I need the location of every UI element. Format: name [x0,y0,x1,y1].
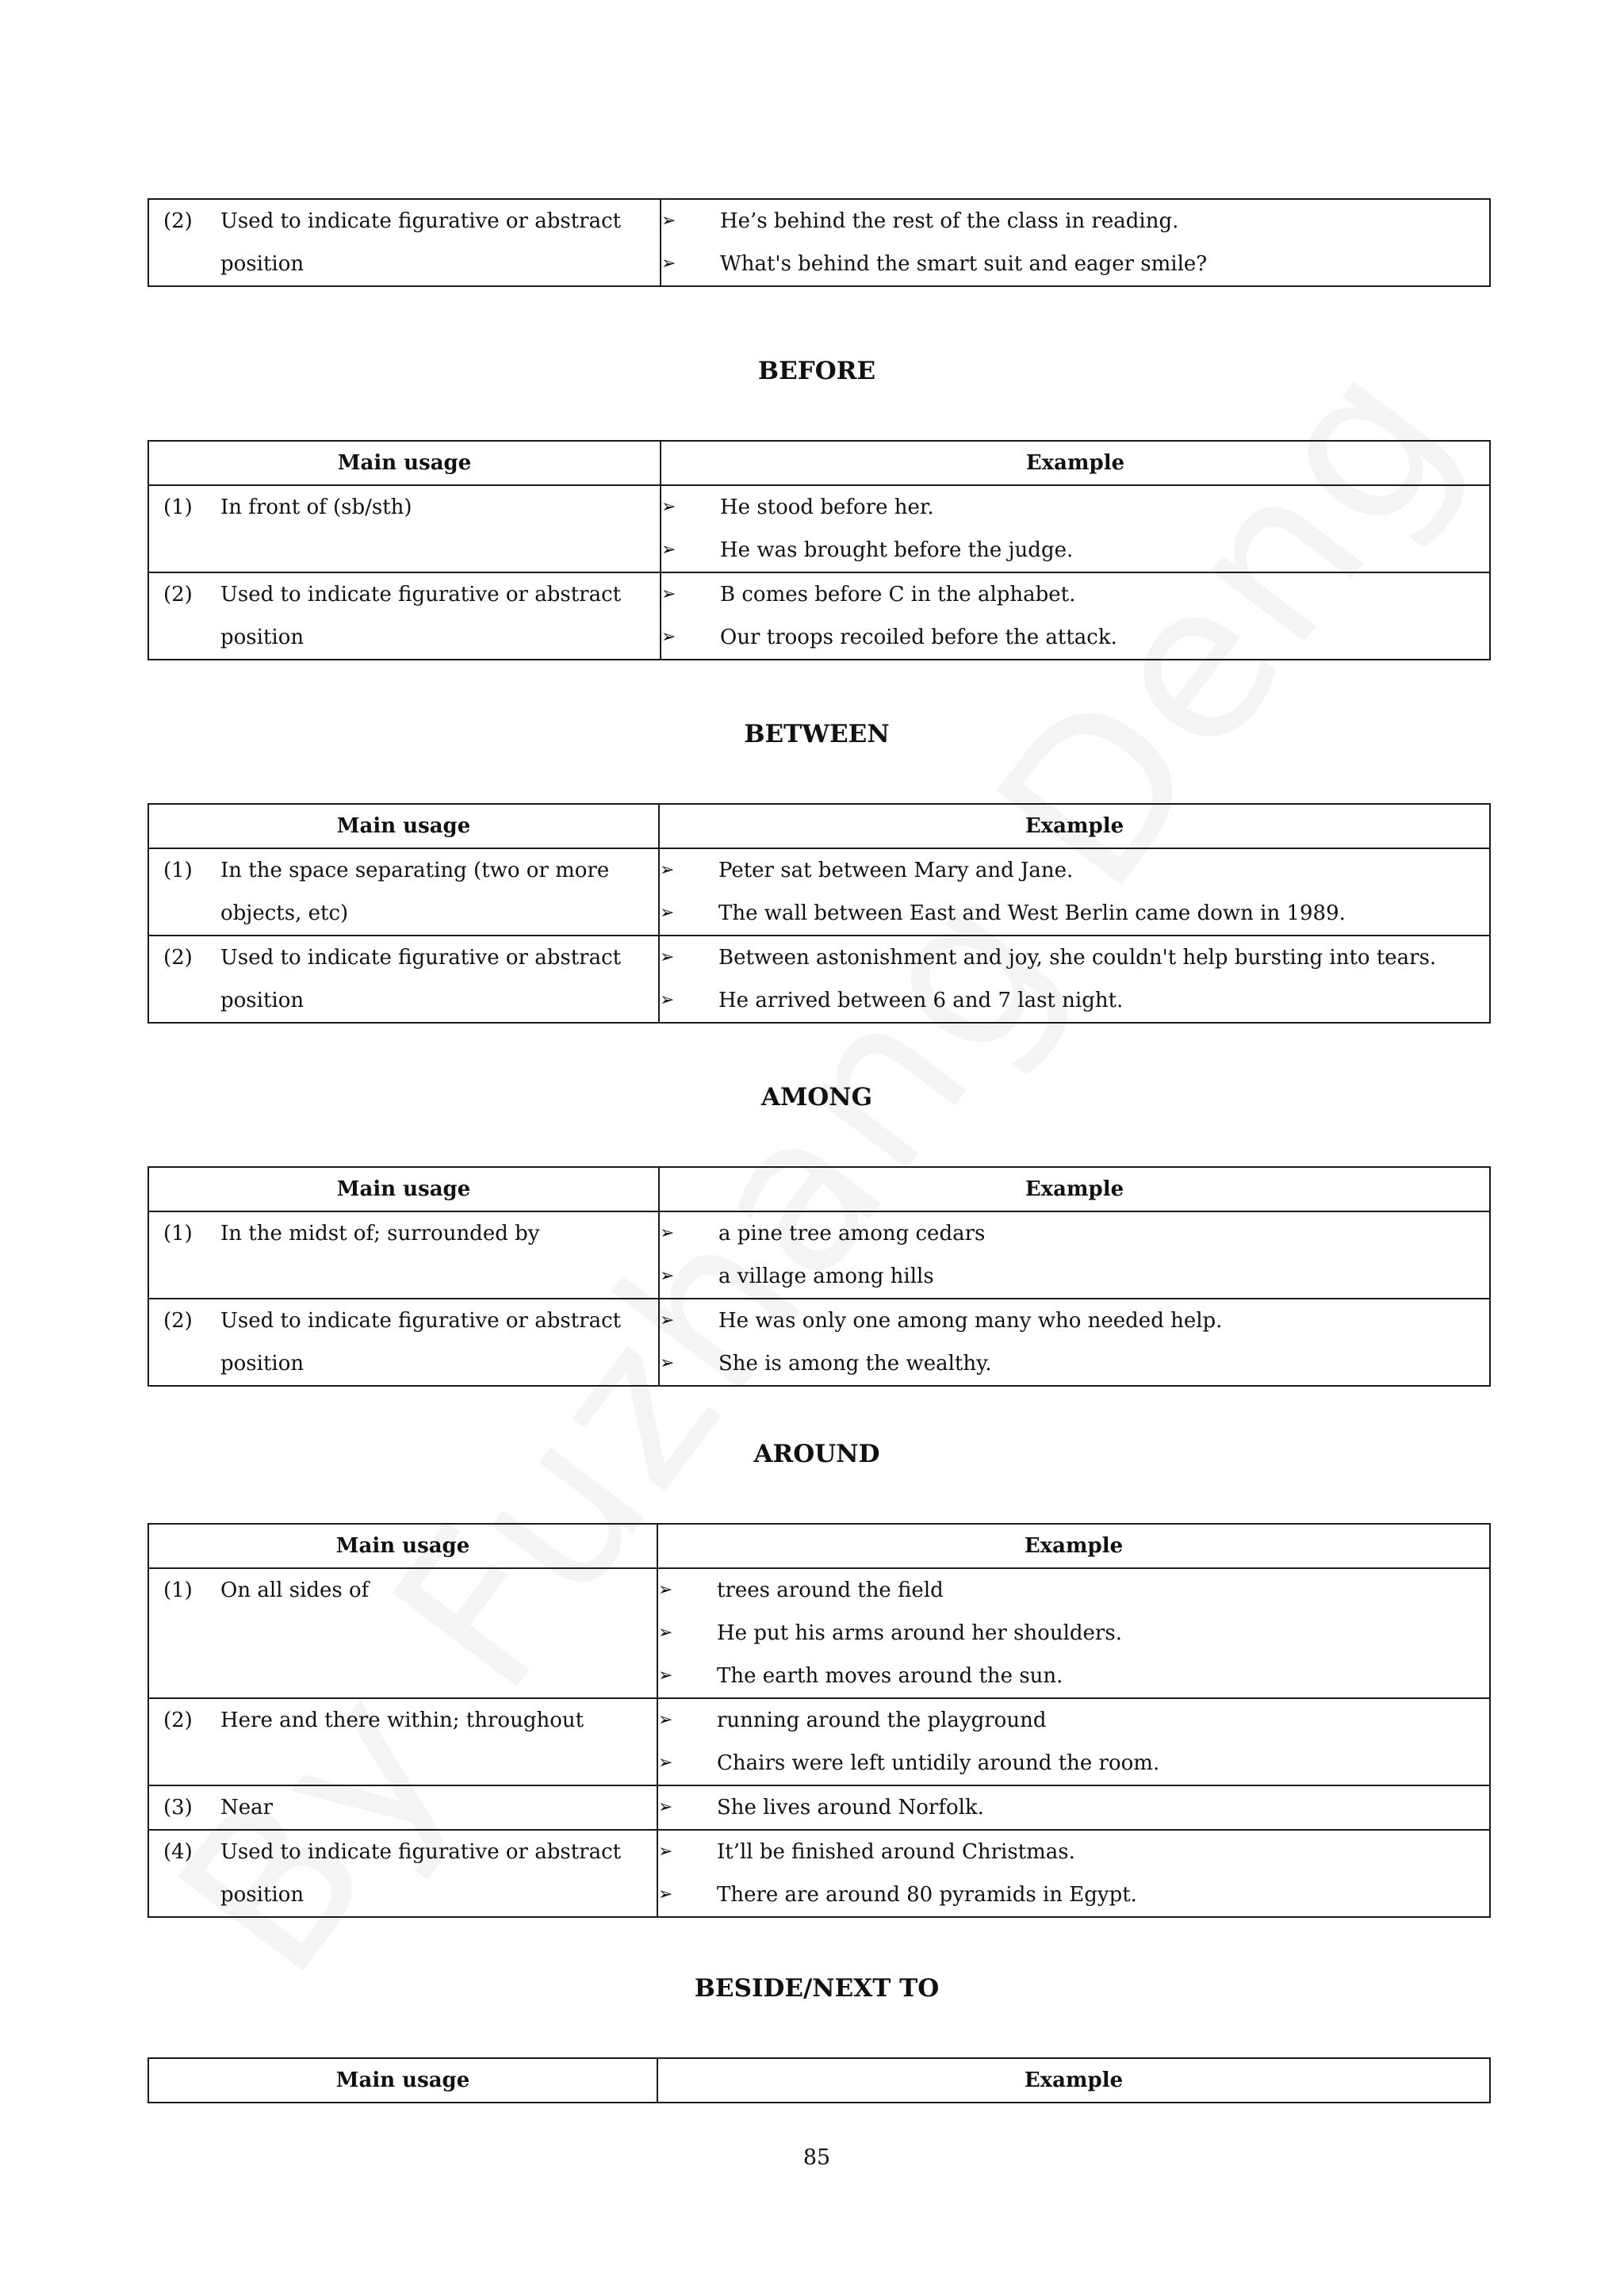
usage-text: Used to indicate figurative or abstract position [220,209,622,276]
arrow-bullet-icon: ➢ [661,627,676,647]
example-item [658,1699,1489,1742]
example-text: What's behind the smart suit and eager smile? [720,252,1208,276]
example-item [660,1342,1489,1385]
arrow-bullet-icon: ➢ [658,1623,673,1643]
table-row [148,1211,1490,1299]
example-text: Our troops recoiled before the attack. [720,626,1117,649]
table-row [148,1785,1490,1830]
usage-number: (1) [163,496,193,519]
arrow-bullet-icon: ➢ [658,1753,673,1773]
example-cell [659,1211,1490,1299]
table-header-row [148,1167,1490,1211]
usage-table [147,803,1491,1024]
arrow-bullet-icon: ➢ [660,1266,675,1286]
example-text: The earth moves around the sun. [717,1664,1063,1688]
arrow-bullet-icon: ➢ [660,1353,675,1373]
example-text: a pine tree among cedars [718,1222,986,1246]
usage-table [147,1166,1491,1387]
usage-number: (1) [163,859,193,882]
example-item [661,200,1489,243]
section-heading: BESIDE/NEXT TO [694,1974,940,2003]
usage-table [147,2057,1491,2103]
usage-cell [148,572,661,660]
table-header-row [148,2058,1490,2103]
example-text: B comes before C in the alphabet. [720,583,1076,607]
example-cell [657,1698,1490,1785]
arrow-bullet-icon: ➢ [658,1710,673,1730]
example-item [660,979,1489,1022]
example-item [658,1655,1489,1697]
table-row [148,1698,1490,1785]
usage-text: In the space separating (two or more objects, etc) [220,859,610,925]
example-text: She is among the wealthy. [718,1352,992,1376]
usage-text: Used to indicate figurative or abstract position [220,1309,622,1376]
section-heading: BETWEEN [744,720,890,748]
arrow-bullet-icon: ➢ [660,947,675,967]
table-row [148,572,1490,660]
usage-number: (2) [163,583,193,607]
section-heading: AROUND [753,1440,880,1468]
example-item [660,936,1489,979]
example-item [660,1255,1489,1298]
example-text: running around the playground [717,1709,1047,1732]
example-item [661,529,1489,572]
arrow-bullet-icon: ➢ [661,254,676,274]
example-text: He’s behind the rest of the class in reading. [720,209,1179,233]
arrow-bullet-icon: ➢ [658,1885,673,1904]
example-item [658,1873,1489,1916]
usage-table [147,440,1491,660]
example-cell [661,199,1490,286]
example-cell [659,848,1490,936]
table-row [148,199,1490,286]
example-cell [657,1568,1490,1698]
example-text: Between astonishment and joy, she couldn't help bursting into tears. [718,946,1437,970]
usage-cell [148,1830,657,1917]
example-item [658,1742,1489,1785]
usage-text: Used to indicate figurative or abstract position [220,1840,622,1907]
table-row [148,848,1490,936]
arrow-bullet-icon: ➢ [658,1580,673,1600]
usage-number: (2) [163,1709,193,1732]
usage-text: Used to indicate figurative or abstract position [220,946,622,1012]
example-header: Example [659,1167,1490,1211]
example-text: Chairs were left untidily around the room. [717,1751,1160,1775]
table-row [148,1830,1490,1917]
arrow-bullet-icon: ➢ [660,860,675,880]
table-header-row [148,804,1490,848]
example-item [661,573,1489,616]
arrow-bullet-icon: ➢ [658,1797,673,1817]
arrow-bullet-icon: ➢ [658,1842,673,1862]
usage-number: (1) [163,1578,193,1602]
section-heading: BEFORE [757,357,876,385]
example-item [661,486,1489,529]
usage-number: (2) [163,209,193,233]
example-header: Example [657,2058,1490,2103]
example-text: He was only one among many who needed help. [718,1309,1223,1333]
usage-cell [148,1785,657,1830]
example-text: He was brought before the judge. [720,538,1074,562]
example-cell [659,1299,1490,1386]
example-text: He put his arms around her shoulders. [717,1621,1122,1645]
section-heading: AMONG [760,1083,873,1112]
usage-cell [148,936,659,1023]
arrow-bullet-icon: ➢ [661,497,676,517]
usage-text: In the midst of; surrounded by [220,1222,540,1246]
usage-text: In front of (sb/sth) [220,496,412,519]
example-header: Example [661,441,1490,485]
example-text: There are around 80 pyramids in Egypt. [717,1883,1137,1907]
example-cell [661,485,1490,572]
table-row [148,936,1490,1023]
example-cell [659,936,1490,1023]
main-usage-header: Main usage [148,1167,659,1211]
main-usage-header: Main usage [148,804,659,848]
example-text: He stood before her. [720,496,934,519]
example-item [658,1612,1489,1655]
usage-text: Used to indicate figurative or abstract position [220,583,622,649]
table-row [148,1568,1490,1698]
arrow-bullet-icon: ➢ [658,1666,673,1686]
usage-text: On all sides of [220,1578,370,1602]
example-item [658,1786,1489,1829]
usage-number: (4) [163,1840,193,1864]
example-item [661,243,1489,285]
usage-cell [148,848,659,936]
example-item [660,1212,1489,1255]
usage-cell [148,1698,657,1785]
arrow-bullet-icon: ➢ [661,540,676,560]
example-cell [661,572,1490,660]
usage-cell [148,485,661,572]
example-item [658,1569,1489,1612]
usage-cell [148,199,661,286]
example-item [658,1831,1489,1873]
example-item [660,892,1489,935]
example-item [660,849,1489,892]
usage-number: (2) [163,946,193,970]
usage-number: (3) [163,1796,193,1820]
usage-cell [148,1568,657,1698]
example-text: Peter sat between Mary and Jane. [718,859,1074,882]
arrow-bullet-icon: ➢ [660,1311,675,1330]
example-text: She lives around Norfolk. [717,1796,984,1820]
usage-table [147,1523,1491,1918]
table-row [148,1299,1490,1386]
arrow-bullet-icon: ➢ [661,211,676,231]
arrow-bullet-icon: ➢ [660,903,675,923]
example-item [661,616,1489,659]
example-text: The wall between East and West Berlin came down in 1989. [718,901,1346,925]
usage-text: Here and there within; throughout [220,1709,584,1732]
example-cell [657,1830,1490,1917]
example-header: Example [659,804,1490,848]
usage-cell [148,1211,659,1299]
table-row [148,485,1490,572]
main-usage-header: Main usage [148,2058,657,2103]
arrow-bullet-icon: ➢ [661,584,676,604]
usage-table [147,198,1491,287]
example-text: a village among hills [718,1265,934,1288]
page-number: 85 [802,2145,831,2170]
arrow-bullet-icon: ➢ [660,1223,675,1243]
example-header: Example [657,1524,1490,1568]
example-text: trees around the field [717,1578,944,1602]
usage-number: (2) [163,1309,193,1333]
example-cell [657,1785,1490,1830]
example-text: It’ll be finished around Christmas. [717,1840,1075,1864]
table-header-row [148,1524,1490,1568]
usage-text: Near [220,1796,274,1820]
table-header-row [148,441,1490,485]
example-item [660,1299,1489,1342]
usage-number: (1) [163,1222,193,1246]
main-usage-header: Main usage [148,1524,657,1568]
arrow-bullet-icon: ➢ [660,990,675,1010]
usage-cell [148,1299,659,1386]
example-text: He arrived between 6 and 7 last night. [718,989,1124,1012]
main-usage-header: Main usage [148,441,661,485]
